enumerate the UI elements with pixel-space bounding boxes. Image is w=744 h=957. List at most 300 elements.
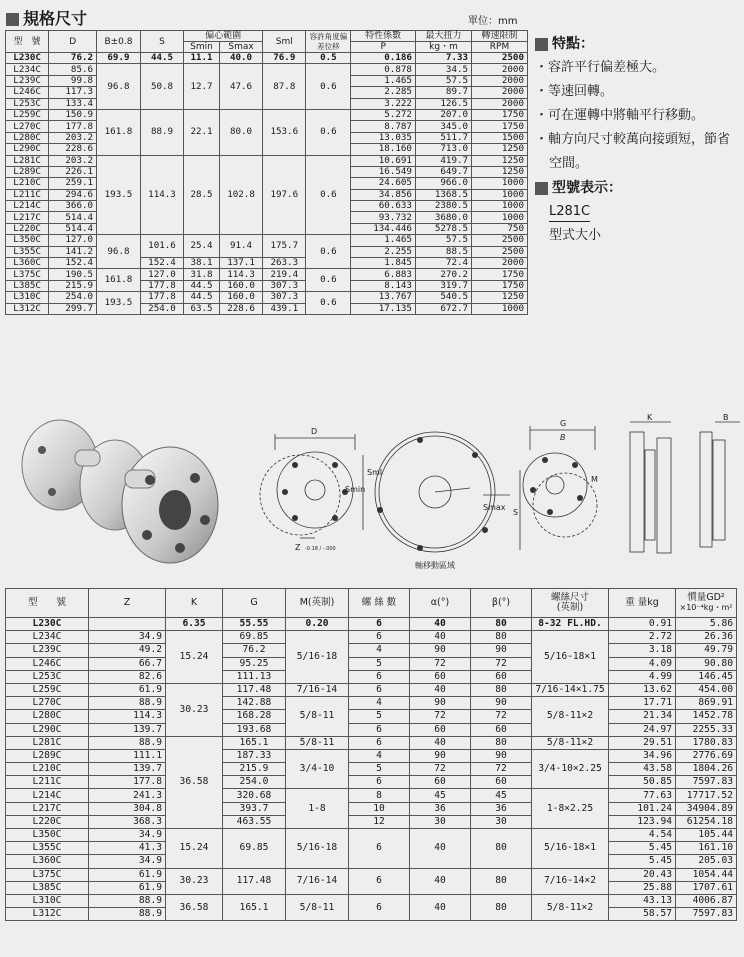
cell-p: 13.767	[351, 292, 416, 303]
cell-rpm: 2500	[472, 246, 528, 257]
cell-group: 215.9	[223, 763, 286, 776]
cell-group: 60	[471, 776, 532, 789]
cell-model: L289C	[6, 166, 49, 177]
cell-group: 175.7	[263, 235, 306, 258]
cell-model: L246C	[6, 657, 89, 670]
cell-rpm: 1750	[472, 121, 528, 132]
cell-z: 241.3	[89, 789, 166, 802]
cell-group: 102.8	[219, 155, 262, 235]
cell-model: L312C	[6, 908, 89, 921]
cell-group: 160.0	[219, 292, 262, 303]
cell-group: 15.24	[166, 631, 223, 684]
cell-z: 82.6	[89, 670, 166, 683]
dimension-row	[6, 631, 737, 644]
cell-group: 307.3	[263, 292, 306, 303]
cell-group: 4	[349, 644, 410, 657]
cell-weight: 21.34	[609, 710, 676, 723]
cell-group: 193.5	[97, 155, 141, 235]
cell-z: 368.3	[89, 815, 166, 828]
label-s: S	[513, 508, 519, 517]
cell-inertia: 17717.52	[676, 789, 737, 802]
feature-item-text: 等速回轉。	[548, 84, 614, 99]
cell-group: 40	[410, 894, 471, 920]
cell-torque: 57.5	[415, 75, 471, 86]
cell-model: L246C	[6, 87, 49, 98]
cell-group: 127.0	[140, 269, 183, 280]
cell-group: 88.9	[140, 109, 183, 155]
cell-p: 10.691	[351, 155, 416, 166]
cell-weight: 4.99	[609, 670, 676, 683]
cell-group: 40	[410, 868, 471, 894]
cell-group: 80	[471, 894, 532, 920]
spec-row	[6, 53, 528, 64]
cell-model: L239C	[6, 75, 49, 86]
cell-group: 7/16-14×1.75	[532, 683, 609, 696]
cell-group: 45	[410, 789, 471, 802]
cell-group: 254.0	[223, 776, 286, 789]
cell-group: 114.3	[219, 269, 262, 280]
cell-group: 5	[349, 763, 410, 776]
cell-group: 101.6	[140, 235, 183, 258]
cell-d: 85.6	[49, 64, 97, 75]
col-z: Z	[89, 589, 166, 618]
cell-p: 0.186	[351, 53, 416, 64]
spec-row	[6, 155, 528, 166]
cell-group: 10	[349, 802, 410, 815]
cell-group: 72	[471, 763, 532, 776]
cell-z: 61.9	[89, 881, 166, 894]
cell-group: 5	[349, 710, 410, 723]
cell-model: L360C	[6, 258, 49, 269]
cell-group: 6	[349, 631, 410, 644]
cell-torque: 1368.5	[415, 189, 471, 200]
cell-group: 6	[349, 723, 410, 736]
dimension-row	[6, 657, 737, 670]
cell-d: 226.1	[49, 166, 97, 177]
cell-group: 161.8	[97, 109, 141, 155]
cell-group: 90	[471, 644, 532, 657]
cell-group: 72	[410, 763, 471, 776]
cell-group: 69.9	[97, 53, 141, 64]
cell-rpm: 2500	[472, 235, 528, 246]
cell-group: 161.8	[97, 269, 141, 292]
cell-inertia: 1452.78	[676, 710, 737, 723]
cell-torque: 270.2	[415, 269, 471, 280]
col-alpha: α(°)	[410, 589, 471, 618]
cell-model: L310C	[6, 292, 49, 303]
cell-group: 5/16-18×1	[532, 631, 609, 684]
cell-group: 60	[471, 670, 532, 683]
cell-group: 36	[410, 802, 471, 815]
cell-d: 203.2	[49, 155, 97, 166]
dimension-row	[6, 697, 737, 710]
col-inertia-unit: ×10⁻⁴kg・m²	[679, 603, 733, 612]
cell-weight: 24.97	[609, 723, 676, 736]
cell-group: 0.5	[306, 53, 351, 64]
cell-model: L220C	[6, 223, 49, 234]
feature-item: ・軸方向尺寸較萬向接頭短，節省空間。	[535, 132, 731, 171]
cell-model: L220C	[6, 815, 89, 828]
cell-group: 5/16-18×1	[532, 829, 609, 869]
cell-model: L214C	[6, 201, 49, 212]
col-torque-unit: kg・m	[415, 42, 471, 53]
cell-p: 2.255	[351, 246, 416, 257]
page-title	[6, 6, 87, 29]
cell-z: 49.2	[89, 644, 166, 657]
dimension-row	[6, 749, 737, 762]
cell-d: 152.4	[49, 258, 97, 269]
cell-group: 72	[410, 657, 471, 670]
cell-group: 60	[410, 723, 471, 736]
label-d: D	[311, 427, 318, 436]
col-thread	[532, 589, 609, 618]
spec-row	[6, 235, 528, 246]
cell-group: 6	[349, 894, 410, 920]
cell-group: 165.1	[223, 894, 286, 920]
cell-p: 3.222	[351, 98, 416, 109]
col-b: B±0.8	[97, 31, 141, 53]
features-heading-text: 特點：	[552, 36, 594, 52]
cell-group: 72	[471, 657, 532, 670]
cell-group: 5/8-11	[286, 697, 349, 737]
cell-group: 72	[410, 710, 471, 723]
cell-group: 177.8	[140, 280, 183, 291]
cell-rpm: 1000	[472, 303, 528, 314]
spec-row	[6, 280, 528, 291]
cell-weight: 5.45	[609, 855, 676, 868]
cell-inertia: 1780.83	[676, 736, 737, 749]
cell-z: 61.9	[89, 868, 166, 881]
cell-d: 215.9	[49, 280, 97, 291]
label-smin: Smin	[345, 485, 366, 494]
cell-inertia: 454.00	[676, 683, 737, 696]
feature-item: ・可在運轉中將軸平行移動。	[535, 108, 705, 123]
cell-group: 6	[349, 829, 410, 869]
cell-group: 153.6	[263, 109, 306, 155]
cell-group: 160.0	[219, 280, 262, 291]
feature-item-text: 可在運轉中將軸平行移動。	[548, 108, 705, 123]
cell-rpm: 1750	[472, 109, 528, 120]
cell-group: 80.0	[219, 109, 262, 155]
cell-model: L230C	[6, 618, 89, 631]
cell-group: 60	[410, 776, 471, 789]
cell-d: 366.0	[49, 201, 97, 212]
col-rpm: 轉速限制	[472, 31, 528, 42]
title-text: 規格尺寸	[23, 9, 88, 28]
cell-rpm: 2000	[472, 75, 528, 86]
cell-group: 6	[349, 736, 410, 749]
cell-inertia: 161.10	[676, 842, 737, 855]
cell-model: L385C	[6, 881, 89, 894]
cell-weight: 0.91	[609, 618, 676, 631]
col-thread-sub: (英制)	[556, 602, 584, 613]
model-label: 型式大小	[549, 228, 602, 243]
cell-torque: 7.33	[415, 53, 471, 64]
cell-torque: 540.5	[415, 292, 471, 303]
cell-d: 254.0	[49, 292, 97, 303]
square-bullet-icon	[535, 182, 548, 195]
feature-item: ・等速回轉。	[535, 84, 614, 99]
cell-group: 44.5	[140, 53, 183, 64]
cell-z	[89, 618, 166, 631]
cell-group: 80	[471, 631, 532, 644]
cell-group: 31.8	[184, 269, 220, 280]
cell-group: 40.0	[219, 53, 262, 64]
cell-torque: 89.7	[415, 87, 471, 98]
cell-group: 193.5	[97, 292, 141, 315]
cell-p: 6.883	[351, 269, 416, 280]
col-inertia-text: 慣量GD²	[687, 592, 725, 603]
cell-group: 30.23	[166, 683, 223, 736]
cell-group: 76.9	[263, 53, 306, 64]
col-model: 型 號	[6, 589, 89, 618]
col-smax: Smax	[219, 42, 262, 53]
feature-item-text: 容許平行偏差極大。	[548, 60, 666, 75]
cell-group: 80	[471, 683, 532, 696]
spec-table	[5, 30, 528, 315]
cell-group: 0.6	[306, 64, 351, 110]
cell-group: 96.8	[97, 235, 141, 269]
cell-weight: 17.71	[609, 697, 676, 710]
cell-inertia: 7597.83	[676, 776, 737, 789]
cell-z: 34.9	[89, 631, 166, 644]
cell-p: 24.605	[351, 178, 416, 189]
cell-group: 3/4-10×2.25	[532, 749, 609, 789]
cell-weight: 2.72	[609, 631, 676, 644]
coupling-photo	[20, 410, 235, 570]
dimension-row	[6, 894, 737, 907]
col-g: G	[223, 589, 286, 618]
cell-p: 8.787	[351, 121, 416, 132]
cell-group: 142.88	[223, 697, 286, 710]
cell-group: 72	[471, 710, 532, 723]
cell-d: 150.9	[49, 109, 97, 120]
spec-table-body	[6, 53, 528, 315]
cell-model: L280C	[6, 132, 49, 143]
cell-group: 96.8	[97, 64, 141, 110]
cell-p: 60.633	[351, 201, 416, 212]
cell-group: 5/8-11×2	[532, 894, 609, 920]
cell-group: 5/8-11	[286, 736, 349, 749]
cell-group: 30	[410, 815, 471, 828]
cell-torque: 319.7	[415, 280, 471, 291]
cell-weight: 25.88	[609, 881, 676, 894]
spec-row	[6, 258, 528, 269]
cell-weight: 43.58	[609, 763, 676, 776]
spec-row	[6, 269, 528, 280]
cell-group: 7/16-14×2	[532, 868, 609, 894]
cell-p: 1.465	[351, 75, 416, 86]
cell-group: 117.48	[223, 868, 286, 894]
cell-torque: 34.5	[415, 64, 471, 75]
cell-z: 139.7	[89, 763, 166, 776]
cell-d: 514.4	[49, 212, 97, 223]
label-z-tol: -0.18 / -.000	[305, 546, 336, 552]
cell-model: L239C	[6, 644, 89, 657]
cell-inertia: 205.03	[676, 855, 737, 868]
cell-inertia: 90.80	[676, 657, 737, 670]
cell-group: 15.24	[166, 829, 223, 869]
cell-rpm: 1750	[472, 280, 528, 291]
cell-weight: 29.51	[609, 736, 676, 749]
cell-d: 294.6	[49, 189, 97, 200]
cell-group: 6	[349, 670, 410, 683]
label-m: M	[591, 475, 598, 484]
cell-group: 69.85	[223, 631, 286, 644]
cell-group: 60	[471, 723, 532, 736]
cell-model: L217C	[6, 802, 89, 815]
cell-group: 197.6	[263, 155, 306, 235]
cell-model: L230C	[6, 53, 49, 64]
cell-model: L312C	[6, 303, 49, 314]
col-beta: β(°)	[471, 589, 532, 618]
cell-d: 127.0	[49, 235, 97, 246]
cell-group: 187.33	[223, 749, 286, 762]
cell-d: 76.2	[49, 53, 97, 64]
cell-model: L360C	[6, 855, 89, 868]
cell-d: 514.4	[49, 223, 97, 234]
cell-group: 6	[349, 618, 410, 631]
cell-z: 61.9	[89, 683, 166, 696]
cell-p: 1.845	[351, 258, 416, 269]
cell-model: L270C	[6, 697, 89, 710]
cell-group: 44.5	[184, 292, 220, 303]
cell-rpm: 750	[472, 223, 528, 234]
cell-rpm: 1000	[472, 189, 528, 200]
cell-group: 5/16-18	[286, 829, 349, 869]
square-bullet-icon	[6, 13, 19, 26]
cell-z: 88.9	[89, 697, 166, 710]
cell-model: L210C	[6, 178, 49, 189]
cell-p: 34.856	[351, 189, 416, 200]
cell-d: 133.4	[49, 98, 97, 109]
cell-group: 95.25	[223, 657, 286, 670]
cell-d: 117.3	[49, 87, 97, 98]
label-area: 軸移動區域	[415, 561, 455, 570]
cell-model: L253C	[6, 98, 49, 109]
cell-group: 137.1	[219, 258, 262, 269]
cell-torque: 126.5	[415, 98, 471, 109]
cell-rpm: 1250	[472, 166, 528, 177]
features-heading	[535, 32, 740, 56]
cell-group: 4	[349, 749, 410, 762]
dimension-row	[6, 644, 737, 657]
label-sml: Sml	[367, 468, 383, 477]
col-bolts: 螺 絲 數	[349, 589, 410, 618]
cell-model: L234C	[6, 631, 89, 644]
cell-z: 114.3	[89, 710, 166, 723]
cell-inertia: 49.79	[676, 644, 737, 657]
cell-group: 5/16-18	[286, 631, 349, 684]
cell-torque: 511.7	[415, 132, 471, 143]
cell-model: L234C	[6, 64, 49, 75]
cell-model: L253C	[6, 670, 89, 683]
cell-model: L310C	[6, 894, 89, 907]
dimension-table-body	[6, 618, 737, 921]
cell-p: 134.446	[351, 223, 416, 234]
cell-group: 50.8	[140, 64, 183, 110]
cell-z: 139.7	[89, 723, 166, 736]
cell-model: L281C	[6, 736, 89, 749]
cell-group: 0.20	[286, 618, 349, 631]
col-offset: 偏心範圍	[184, 31, 263, 42]
cell-p: 93.732	[351, 212, 416, 223]
dimension-row	[6, 618, 737, 631]
cell-d: 99.8	[49, 75, 97, 86]
cell-group: 80	[471, 736, 532, 749]
cell-p: 16.549	[351, 166, 416, 177]
dimension-row	[6, 763, 737, 776]
cell-group: 6	[349, 776, 410, 789]
cell-torque: 419.7	[415, 155, 471, 166]
cell-model: L290C	[6, 723, 89, 736]
cell-model: L280C	[6, 710, 89, 723]
cell-inertia: 4006.87	[676, 894, 737, 907]
label-beta: B	[560, 433, 566, 442]
cell-group: 254.0	[140, 303, 183, 314]
cell-group: 5/8-11×2	[532, 697, 609, 737]
cell-model: L375C	[6, 868, 89, 881]
cell-group: 47.6	[219, 64, 262, 110]
cell-rpm: 1000	[472, 178, 528, 189]
cell-d: 228.6	[49, 144, 97, 155]
cell-weight: 123.94	[609, 815, 676, 828]
cell-weight: 77.63	[609, 789, 676, 802]
cell-group: 6.35	[166, 618, 223, 631]
cell-group: 177.8	[140, 292, 183, 303]
cell-group: 111.13	[223, 670, 286, 683]
cell-group: 55.55	[223, 618, 286, 631]
cell-group: 87.8	[263, 64, 306, 110]
cell-p: 0.878	[351, 64, 416, 75]
cell-rpm: 1250	[472, 292, 528, 303]
features-list	[535, 56, 740, 176]
cell-group: 307.3	[263, 280, 306, 291]
cell-inertia: 146.45	[676, 670, 737, 683]
features-panel	[535, 32, 740, 248]
cell-group: 90	[410, 749, 471, 762]
cell-group: 11.1	[184, 53, 220, 64]
cell-group: 8-32 FL.HD.	[532, 618, 609, 631]
cell-model: L350C	[6, 829, 89, 842]
cell-rpm: 1250	[472, 155, 528, 166]
spec-row	[6, 292, 528, 303]
cell-weight: 101.24	[609, 802, 676, 815]
cell-torque: 57.5	[415, 235, 471, 246]
cell-torque: 207.0	[415, 109, 471, 120]
spec-row	[6, 303, 528, 314]
col-p-sub: P	[351, 42, 416, 53]
cell-group: 80	[471, 868, 532, 894]
cell-model: L214C	[6, 789, 89, 802]
dimension-row	[6, 683, 737, 696]
cell-inertia: 26.36	[676, 631, 737, 644]
cell-group: 5/8-11	[286, 894, 349, 920]
cell-torque: 3680.0	[415, 212, 471, 223]
model-code: L281C	[549, 203, 590, 222]
cell-rpm: 2500	[472, 53, 528, 64]
cell-group: 193.68	[223, 723, 286, 736]
spec-row	[6, 64, 528, 75]
cell-weight: 4.54	[609, 829, 676, 842]
cell-inertia: 5.86	[676, 618, 737, 631]
col-model: 型 號	[6, 31, 49, 53]
dimension-row	[6, 868, 737, 881]
cell-p: 13.035	[351, 132, 416, 143]
cell-group: 0.6	[306, 155, 351, 235]
cell-group: 30.23	[166, 868, 223, 894]
cell-p: 8.143	[351, 280, 416, 291]
